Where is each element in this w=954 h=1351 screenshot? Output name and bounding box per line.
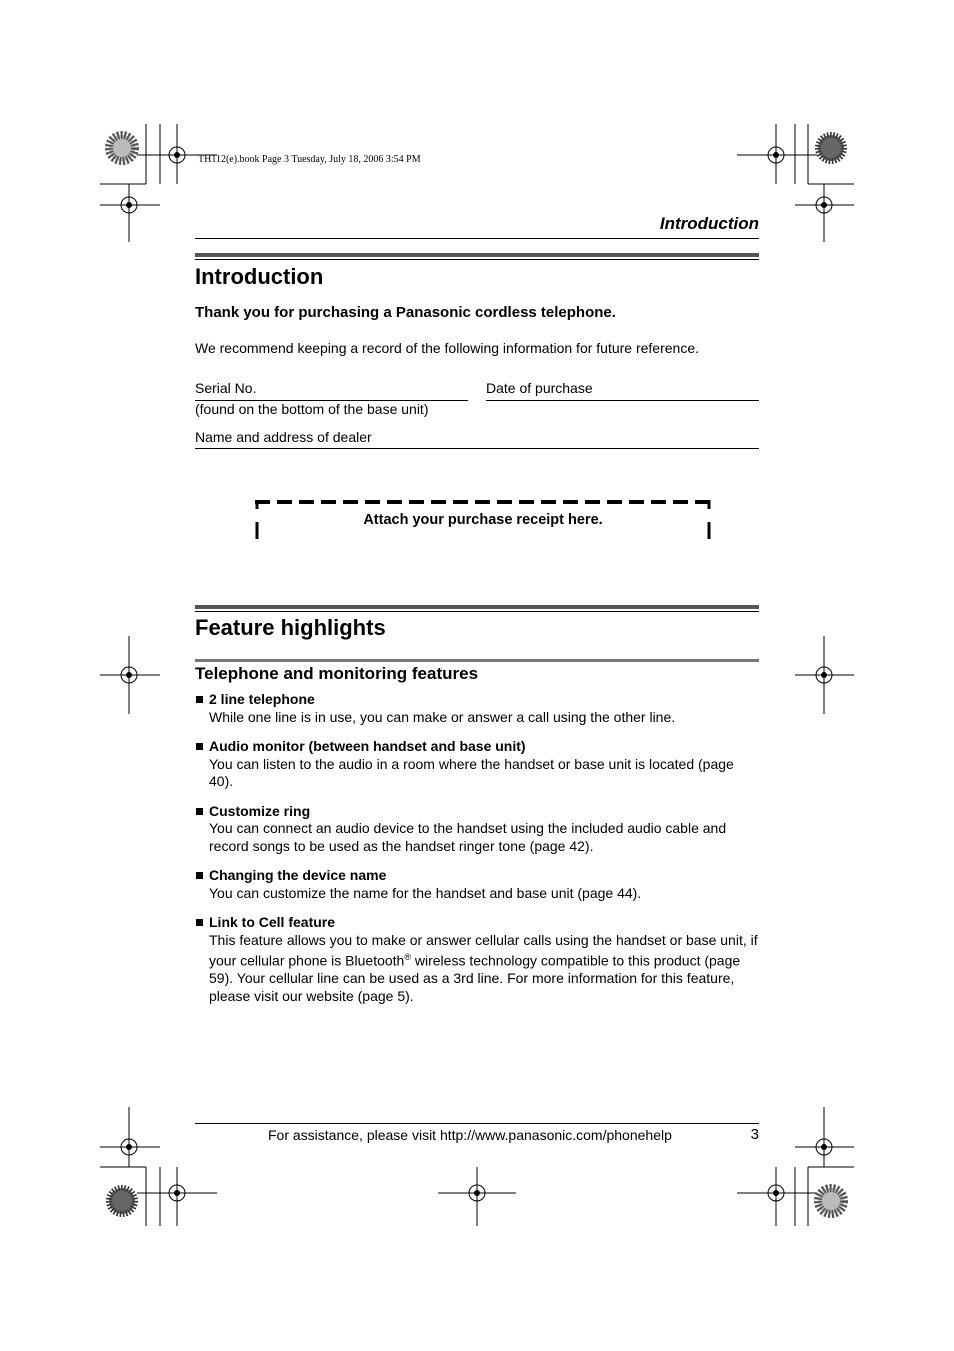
feature-item: [195, 738, 759, 791]
feature-body-part: This feature allows you to make or answer cellular calls using the handset or base unit, if your cellular phone is Bluetooth: [209, 931, 758, 969]
feature-title: Link to Cell feature: [209, 914, 336, 930]
bullet-icon: [196, 743, 203, 750]
page-number: 3: [750, 1126, 759, 1143]
feature-list: [195, 691, 759, 1017]
thanks-text: Thank you for purchasing a Panasonic cordless telephone.: [195, 304, 616, 321]
feature-title: 2 line telephone: [209, 691, 315, 707]
feature-title: Changing the device name: [209, 867, 387, 883]
feature-body: You can connect an audio device to the handset using the included audio cable and record songs to be used as the handset ringer tone (page 42).: [209, 820, 727, 854]
serial-note: (found on the bottom of the base unit): [195, 401, 429, 417]
footer-rule: [195, 1123, 759, 1124]
feature-body: You can customize the name for the handset and base unit (page 44).: [209, 884, 642, 901]
footer-assistance: For assistance, please visit http://www.panasonic.com/phonehelp: [268, 1127, 672, 1143]
date-line: [486, 400, 759, 401]
feature-title: Customize ring: [209, 802, 311, 819]
serial-label: Serial No.: [195, 380, 257, 396]
section-rule-thick: [195, 253, 759, 257]
dealer-label: Name and address of dealer: [195, 429, 372, 445]
feature-item: [195, 803, 759, 856]
receipt-area: [255, 500, 711, 538]
feature-body: You can listen to the audio in a room where the handset or base unit is located (page 40).: [209, 755, 734, 789]
section-rule-thick-2: [195, 605, 759, 609]
subheading-rule: [195, 659, 759, 662]
feature-title: Audio monitor (between handset and base unit): [209, 738, 526, 754]
receipt-label: Attach your purchase receipt here.: [363, 512, 603, 528]
bullet-icon: [196, 696, 203, 703]
recommend-text: We recommend keeping a record of the following information for future reference.: [195, 340, 699, 356]
feature-body: [195, 932, 759, 1006]
header-rule: [195, 238, 759, 239]
features-subheading: Telephone and monitoring features: [195, 664, 479, 683]
feature-body-part: wireless technology compatible to this product (page 59). Your cellular line can be used as a 3rd line. For more information for this feature, please visit our website (page 5).: [209, 952, 741, 1004]
registered-mark: ®: [404, 952, 411, 962]
features-heading: Feature highlights: [195, 615, 386, 640]
bullet-icon: [196, 872, 203, 879]
date-label: Date of purchase: [486, 380, 593, 396]
intro-heading: Introduction: [195, 264, 324, 289]
bullet-icon: [196, 808, 203, 815]
bullet-icon: [196, 919, 203, 926]
print-slug: TH112(e).book Page 3 Tuesday, July 18, 2006 3:54 PM: [198, 154, 421, 165]
section-rule-thin-2: [195, 611, 759, 612]
section-rule-thin: [195, 259, 759, 260]
feature-item: [195, 914, 759, 1005]
dealer-line: [195, 448, 759, 449]
feature-body: While one line is in use, you can make or answer a call using the other line.: [209, 708, 676, 725]
feature-item: [195, 867, 759, 902]
feature-item: [195, 691, 759, 726]
running-header: Introduction: [659, 214, 759, 233]
